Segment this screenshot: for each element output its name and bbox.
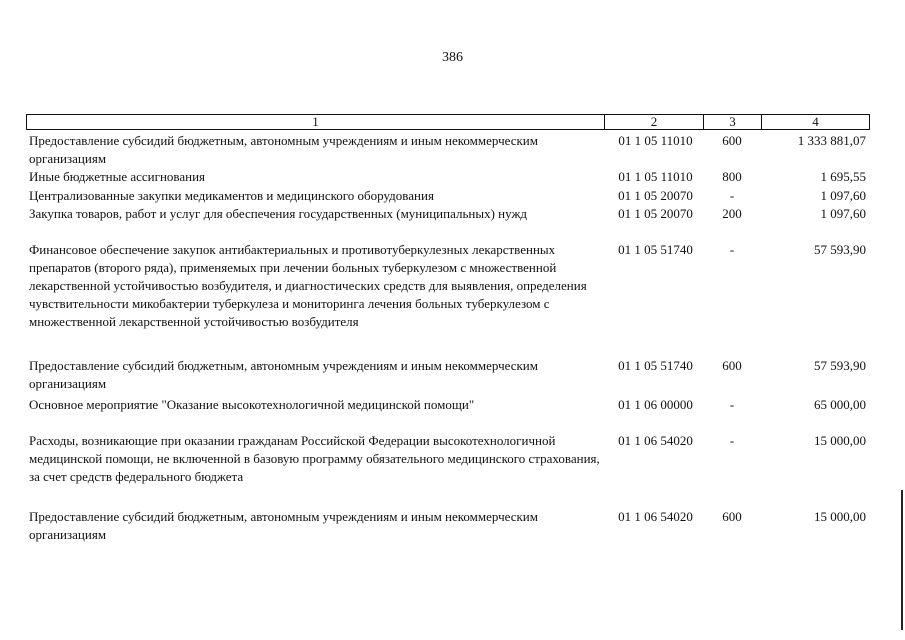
- row-amount: 1 695,55: [820, 169, 866, 184]
- row-name: Закупка товаров, работ и услуг для обеспечения государственных (муниципальных) нужд: [29, 206, 528, 221]
- row-code: 01 1 05 11010: [618, 133, 693, 148]
- row-name: Предоставление субсидий бюджетным, автономным учреждениям и иным некоммерческим организациям: [29, 133, 538, 166]
- row-code: 01 1 05 20070: [618, 206, 693, 221]
- row-code: 01 1 06 00000: [618, 397, 693, 412]
- row-amount: 1 097,60: [820, 206, 866, 221]
- table-row: [26, 357, 869, 396]
- row-type: -: [729, 188, 735, 203]
- row-type: 600: [722, 509, 742, 524]
- row-code: 01 1 05 51740: [618, 358, 693, 373]
- row-amount: 15 000,00: [814, 509, 866, 524]
- table-row: [26, 508, 869, 544]
- row-name: Иные бюджетные ассигнования: [29, 169, 206, 184]
- table-row: [26, 187, 869, 205]
- row-type: 800: [722, 169, 742, 184]
- row-name: Финансовое обеспечение закупок антибактериальных и противотуберкулезных лекарственных препаратов (второго ряда), применяемых при лечении больных туберкулезом с множественной лекарственной устойчивостью возбудителя, и диагностических средств для выявления, определения чувствительности микобактерии туберкулеза и мониторинга лечения больных туберкулезом с множественной лекарственной устойчивостью возбудителя: [29, 242, 587, 329]
- row-amount: 57 593,90: [814, 242, 866, 257]
- row-code: 01 1 05 51740: [618, 242, 693, 257]
- row-code: 01 1 05 20070: [618, 188, 693, 203]
- row-type: 200: [722, 206, 742, 221]
- header-col-2: 2: [605, 115, 704, 130]
- scan-edge-line: [901, 490, 903, 630]
- row-amount: 1 333 881,07: [797, 133, 866, 148]
- page-number: 386: [442, 50, 463, 65]
- row-name: Основное мероприятие "Оказание высокотехнологичной медицинской помощи": [29, 397, 475, 412]
- row-amount: 65 000,00: [814, 397, 866, 412]
- table-row: [26, 241, 869, 357]
- row-code: 01 1 06 54020: [618, 433, 693, 448]
- row-code: 01 1 05 11010: [618, 169, 693, 184]
- table-header: [26, 114, 870, 130]
- row-amount: 1 097,60: [820, 188, 866, 203]
- row-type: -: [729, 433, 735, 448]
- header-col-1: 1: [27, 115, 605, 130]
- row-type: 600: [722, 358, 742, 373]
- row-name: Централизованные закупки медикаментов и медицинского оборудования: [29, 188, 434, 203]
- row-code: 01 1 06 54020: [618, 509, 693, 524]
- row-name: Предоставление субсидий бюджетным, автономным учреждениям и иным некоммерческим организациям: [29, 358, 538, 391]
- row-name: Расходы, возникающие при оказании гражданам Российской Федерации высокотехнологичной медицинской помощи, не включенной в базовую программу обязательного медицинского страхования, за счет средств федерального бюджета: [29, 433, 600, 484]
- row-type: 600: [722, 133, 742, 148]
- table-row: [26, 132, 869, 168]
- table-row: [26, 205, 869, 241]
- header-col-4: 4: [762, 115, 870, 130]
- row-amount: 57 593,90: [814, 358, 866, 373]
- table-row: [26, 396, 869, 432]
- table-body: [26, 132, 869, 544]
- row-type: -: [729, 397, 735, 412]
- table-row: [26, 168, 869, 187]
- table-row: [26, 432, 869, 508]
- row-amount: 15 000,00: [814, 433, 866, 448]
- row-type: -: [729, 242, 735, 257]
- row-name: Предоставление субсидий бюджетным, автономным учреждениям и иным некоммерческим организациям: [29, 509, 538, 542]
- header-col-3: 3: [704, 115, 762, 130]
